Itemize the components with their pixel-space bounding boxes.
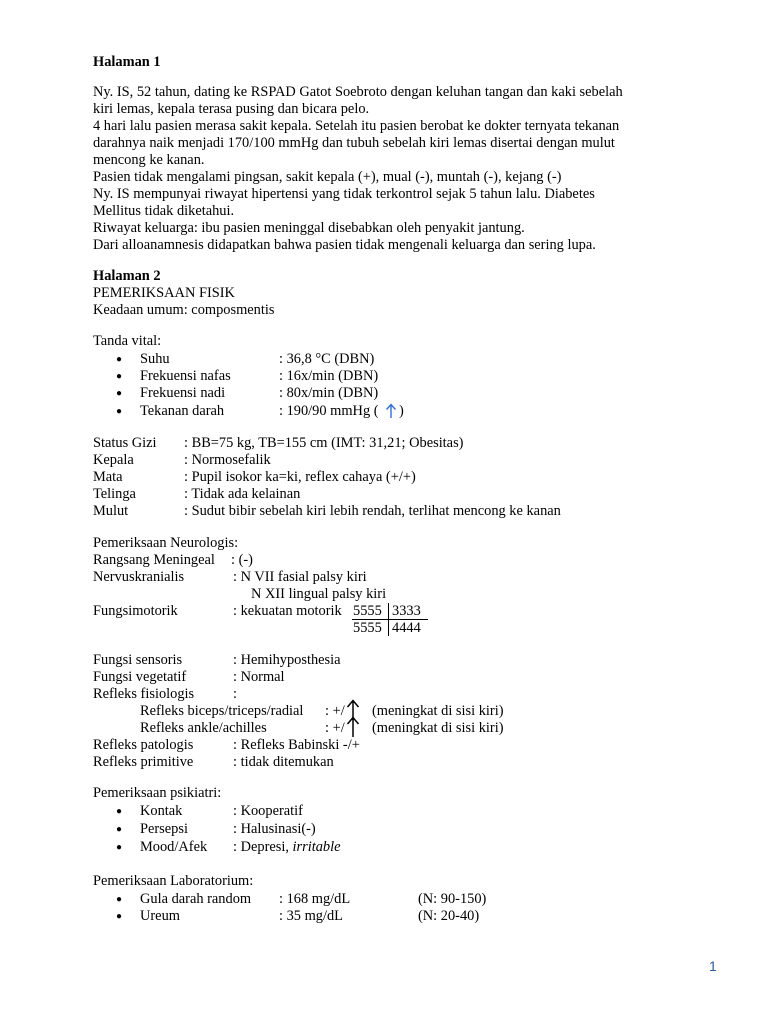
status-label: Mata [93,469,123,485]
paragraph-line: Riwayat keluarga: ibu pasien meninggal disebabkan oleh penyakit jantung. [93,220,525,236]
status-label: Telinga [93,486,136,502]
refleks-value: : +/ [325,703,345,719]
status-label: Status Gizi [93,435,157,451]
neuro-value: : kekuatan motorik [233,603,342,619]
psik-value: : Depresi, irritable [233,839,341,855]
heading-halaman-1: Halaman 1 [93,54,161,70]
lab-label: Gula darah random [140,891,252,907]
section-title-pemeriksaan-fisik: PEMERIKSAAN FISIK [93,285,235,301]
refleks-note: (meningkat di sisi kiri) [372,703,504,719]
neuro-label: Refleks fisiologis [93,686,195,702]
tanda-vital-title: Tanda vital: [93,333,162,349]
vital-label: Suhu [140,351,170,367]
status-value: : Tidak ada kelainan [184,486,301,502]
bullet-icon: ● [116,388,123,399]
vital-label: Frekuensi nafas [140,368,231,384]
vital-value: : 190/90 mmHg ( [279,403,379,419]
paragraph-line: mencong ke kanan. [93,152,205,168]
motorik-left-lower: 4444 [392,620,421,636]
neuro-label: Fungsi vegetatif [93,669,187,685]
motorik-right-upper: 5555 [353,603,382,619]
bullet-icon: ● [116,894,123,905]
lab-title: Pemeriksaan Laboratorium: [93,873,254,889]
status-label: Kepala [93,452,134,468]
lab-normal: (N: 90-150) [418,891,487,907]
page-number: 1 [709,958,717,974]
bullet-icon: ● [116,911,123,922]
psik-value: : Halusinasi(-) [233,821,316,837]
status-value: : BB=75 kg, TB=155 cm (IMT: 31,21; Obesitas) [184,435,464,451]
lab-value: : 35 mg/dL [279,908,343,924]
lab-value: : 168 mg/dL [279,891,351,907]
refleks-label: Refleks biceps/triceps/radial [140,703,304,719]
neuro-value: : Refleks Babinski -/+ [233,737,360,753]
neuro-label: Refleks patologis [93,737,194,753]
psik-value-italic: irritable [292,839,341,855]
motorik-divider-horizontal [352,619,428,620]
status-value: : Pupil isokor ka=ki, reflex cahaya (+/+) [184,469,416,485]
psik-label: Mood/Afek [140,839,208,855]
neuro-value: : Normal [233,669,285,685]
paragraph-line: kiri lemas, kepala terasa pusing dan bicara pelo. [93,101,370,117]
neuro-value: : [233,686,237,702]
status-value: : Sudut bibir sebelah kiri lebih rendah, terlihat mencong ke kanan [184,503,561,519]
psik-label: Kontak [140,803,183,819]
paragraph-line: darahnya naik menjadi 170/100 mmHg dan tubuh sebelah kiri lemas disertai dengan mulut [93,135,615,151]
neuro-label: Refleks primitive [93,754,194,770]
paragraph-line: 4 hari lalu pasien merasa sakit kepala. Setelah itu pasien berobat ke dokter ternyata tekanan [93,118,620,134]
bullet-icon: ● [116,806,123,817]
paragraph-line: Ny. IS mempunyai riwayat hipertensi yang tidak terkontrol sejak 5 tahun lalu. Diabetes [93,186,595,202]
bullet-icon: ● [116,354,123,365]
neuro-title: Pemeriksaan Neurologis: [93,535,239,551]
vital-value: : 80x/min (DBN) [279,385,379,401]
neuro-value: : Hemihyposthesia [233,652,341,668]
neuro-label: Rangsang Meningeal [93,552,215,568]
neuro-label: Fungsi sensoris [93,652,183,668]
vital-label: Frekuensi nadi [140,385,226,401]
psik-title: Pemeriksaan psikiatri: [93,785,222,801]
neuro-value: : (-) [231,552,253,568]
heading-halaman-2: Halaman 2 [93,268,161,284]
status-label: Mulut [93,503,129,519]
arrow-up-blue-icon [385,403,397,419]
neuro-label: Nervuskranialis [93,569,185,585]
refleks-note: (meningkat di sisi kiri) [372,720,504,736]
vital-value: : 36,8 °C (DBN) [279,351,375,367]
motorik-right-lower: 5555 [353,620,382,636]
paragraph-line: Ny. IS, 52 tahun, dating ke RSPAD Gatot Soebroto dengan keluhan tangan dan kaki sebelah [93,84,623,100]
neuro-value: : tidak ditemukan [233,754,334,770]
motorik-left-upper: 3333 [392,603,421,619]
lab-normal: (N: 20-40) [418,908,480,924]
vital-value: : 16x/min (DBN) [279,368,379,384]
paragraph-line: Dari alloanamnesis didapatkan bahwa pasien tidak mengenali keluarga dan sering lupa. [93,237,596,253]
vital-suffix: ) [399,403,404,419]
refleks-value: : +/ [325,720,345,736]
bullet-icon: ● [116,406,123,417]
keadaan-umum: Keadaan umum: composmentis [93,302,275,318]
neuro-value: : N VII fasial palsy kiri [233,569,367,585]
lab-label: Ureum [140,908,180,924]
paragraph-line: Mellitus tidak diketahui. [93,203,235,219]
bullet-icon: ● [116,371,123,382]
arrow-up-icon [346,716,360,738]
bullet-icon: ● [116,842,123,853]
psik-value: : Kooperatif [233,803,303,819]
psik-label: Persepsi [140,821,188,837]
bullet-icon: ● [116,824,123,835]
vital-label: Tekanan darah [140,403,225,419]
refleks-label: Refleks ankle/achilles [140,720,267,736]
neuro-label: Fungsimotorik [93,603,178,619]
status-value: : Normosefalik [184,452,271,468]
paragraph-line: Pasien tidak mengalami pingsan, sakit kepala (+), mual (-), muntah (-), kejang (-) [93,169,562,185]
neuro-value: N XII lingual palsy kiri [251,586,387,602]
